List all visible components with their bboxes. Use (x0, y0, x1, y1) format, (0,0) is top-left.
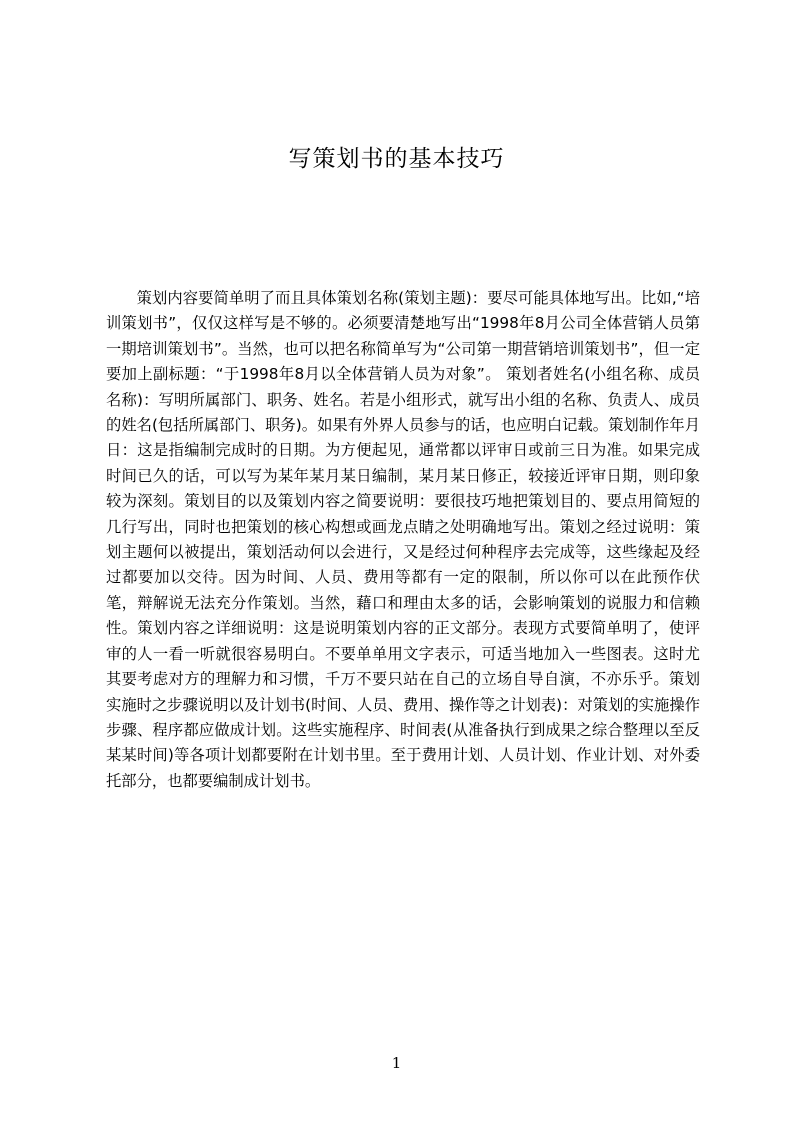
page-number: 1 (391, 1054, 402, 1072)
document-title: 写策划书的基本技巧 (288, 146, 505, 172)
body-paragraph: 策划内容要简单明了而且具体策划名称(策划主题)：要尽可能具体地写出。比如,“培训策划书”，仅仅这样写是不够的。必须要清楚地写出“1998年8月公司全体营销人员第一期培训策划书”。当然，也可以把名称简单写为“公司第一期营销培训策划书”，但一定要加上副标题：“于1998年8月以全体营销人员为对象”。 策划者姓名(小组名称、成员名称)：写明所属部门、职务、姓名。若是小组形式，就写出小组的名称、负责人、成员的姓名(包括所属部门、职务)。如果有外界人员参与的话，也应明白记载。策划制作年月日：这是指编制完成时的日期。为方便起见，通常都以评审日或前三日为准。如果完成时间已久的话，可以写为某年某月某日编制，某月某日修正，较接近评审日期，则印象较为深刻。策划目的以及策划内容之简要说明：要很技巧地把策划目的、要点用简短的几行写出，同时也把策划的核心构想或画龙点睛之处明确地写出。策划之经过说明：策划主题何以被提出，策划活动何以会进行，又是经过何种程序去完成等，这些缘起及经过都要加以交待。因为时间、人员、费用等都有一定的限制，所以你可以在此预作伏笔，辩解说无法充分作策划。当然，藉口和理由太多的话，会影响策划的说服力和信赖性。策划内容之详细说明：这是说明策划内容的正文部分。表现方式要简单明了，使评审的人一看一听就很容易明白。不要单单用文字表示，可适当地加入一些图表。这时尤其要考虑对方的理解力和习惯，千万不要只站在自己的立场自导自演，不亦乐乎。策划实施时之步骤说明以及计划书(时间、人员、费用、操作等之计划表)：对策划的实施操作步骤、程序都应做成计划。这些实施程序、时间表(从准备执行到成果之综合整理以至反某某时间)等各项计划都要附在计划书里。至于费用计划、人员计划、作业计划、对外委托部分，也都要编制成计划书。 (106, 289, 700, 790)
